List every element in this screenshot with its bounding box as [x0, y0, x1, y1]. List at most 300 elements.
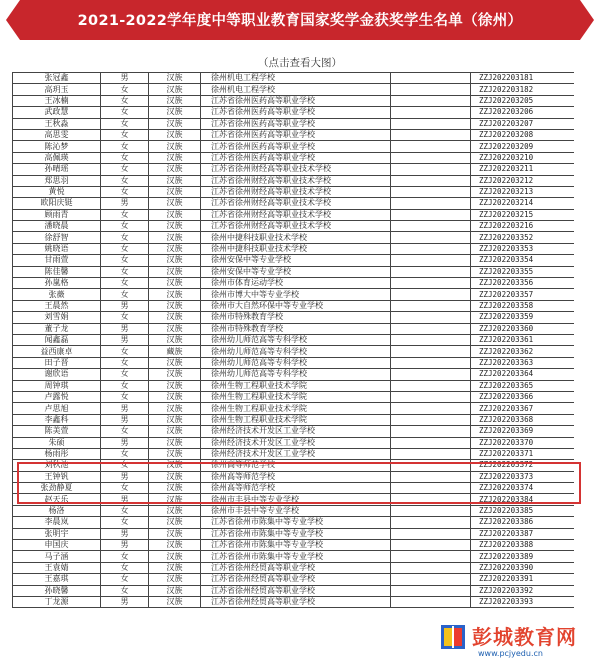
- table-body: [13, 73, 575, 608]
- table-row: [13, 221, 575, 232]
- student-ethnicity: 汉族: [149, 596, 201, 607]
- logo-url: www.pcjyedu.cn: [478, 649, 543, 658]
- student-name: 武政慧: [13, 107, 101, 118]
- student-gender: 女: [101, 380, 149, 391]
- student-name: 谢欣语: [13, 369, 101, 380]
- student-gender: 女: [101, 574, 149, 585]
- student-gender: 女: [101, 84, 149, 95]
- student-gender: 女: [101, 483, 149, 494]
- table-row: [13, 175, 575, 186]
- empty-cell: [391, 483, 471, 494]
- student-id: ZZJ202203385: [471, 505, 575, 516]
- student-school: 徐州生物工程职业技术学院: [201, 414, 391, 425]
- table-row: [13, 596, 575, 607]
- empty-cell: [391, 574, 471, 585]
- empty-cell: [391, 141, 471, 152]
- student-gender: 女: [101, 255, 149, 266]
- student-id: ZZJ202203182: [471, 84, 575, 95]
- student-name: 高佩瑛: [13, 152, 101, 163]
- empty-cell: [391, 460, 471, 471]
- table-row: [13, 346, 575, 357]
- student-ethnicity: 汉族: [149, 403, 201, 414]
- student-school: 江苏省徐州市陈集中等专业学校: [201, 540, 391, 551]
- student-id: ZZJ202203352: [471, 232, 575, 243]
- student-id: ZZJ202203211: [471, 164, 575, 175]
- student-ethnicity: 汉族: [149, 380, 201, 391]
- student-id: ZZJ202203181: [471, 73, 575, 84]
- student-id: ZZJ202203393: [471, 596, 575, 607]
- student-school: 江苏省徐州市陈集中等专业学校: [201, 517, 391, 528]
- student-ethnicity: 汉族: [149, 243, 201, 254]
- table-row: [13, 426, 575, 437]
- student-name: 卢思旭: [13, 403, 101, 414]
- student-name: 赵天乐: [13, 494, 101, 505]
- table-row: [13, 198, 575, 209]
- empty-cell: [391, 551, 471, 562]
- student-ethnicity: 汉族: [149, 107, 201, 118]
- student-gender: 女: [101, 152, 149, 163]
- student-gender: 男: [101, 437, 149, 448]
- empty-cell: [391, 334, 471, 345]
- empty-cell: [391, 278, 471, 289]
- student-id: ZZJ202203363: [471, 357, 575, 368]
- table-row: [13, 141, 575, 152]
- student-gender: 男: [101, 300, 149, 311]
- student-id: ZZJ202203387: [471, 528, 575, 539]
- student-school: 江苏省徐州医药高等职业学校: [201, 118, 391, 129]
- student-school: 徐州市博大中等专业学校: [201, 289, 391, 300]
- empty-cell: [391, 528, 471, 539]
- student-id: ZZJ202203372: [471, 460, 575, 471]
- student-school: 徐州市大自然环保中等专业学校: [201, 300, 391, 311]
- student-id: ZZJ202203391: [471, 574, 575, 585]
- empty-cell: [391, 221, 471, 232]
- student-id: ZZJ202203353: [471, 243, 575, 254]
- student-ethnicity: 汉族: [149, 517, 201, 528]
- student-gender: 女: [101, 107, 149, 118]
- table-row: [13, 574, 575, 585]
- student-id: ZZJ202203364: [471, 369, 575, 380]
- table-row: [13, 164, 575, 175]
- student-school: 徐州生物工程职业技术学院: [201, 391, 391, 402]
- empty-cell: [391, 129, 471, 140]
- student-name: 周钟琪: [13, 380, 101, 391]
- student-id: ZZJ202203206: [471, 107, 575, 118]
- student-gender: 女: [101, 164, 149, 175]
- empty-cell: [391, 357, 471, 368]
- table-row: [13, 312, 575, 323]
- student-id: ZZJ202203386: [471, 517, 575, 528]
- student-id: ZZJ202203207: [471, 118, 575, 129]
- student-gender: 女: [101, 186, 149, 197]
- table-row: [13, 323, 575, 334]
- student-gender: 女: [101, 118, 149, 129]
- student-school: 江苏省徐州财经高等职业技术学校: [201, 175, 391, 186]
- student-school: 徐州高等师范学校: [201, 460, 391, 471]
- student-id: ZZJ202203373: [471, 471, 575, 482]
- empty-cell: [391, 209, 471, 220]
- empty-cell: [391, 300, 471, 311]
- student-name: 欧阳庆铤: [13, 198, 101, 209]
- student-ethnicity: 汉族: [149, 562, 201, 573]
- student-school: 徐州市丰县中等专业学校: [201, 494, 391, 505]
- student-school: 徐州幼儿师范高等专科学校: [201, 369, 391, 380]
- student-name: 顾雨青: [13, 209, 101, 220]
- empty-cell: [391, 164, 471, 175]
- student-school: 徐州高等师范学校: [201, 483, 391, 494]
- empty-cell: [391, 175, 471, 186]
- student-gender: 男: [101, 323, 149, 334]
- student-school: 江苏省徐州财经高等职业技术学校: [201, 221, 391, 232]
- table-row: [13, 152, 575, 163]
- empty-cell: [391, 380, 471, 391]
- student-name: 徐舒智: [13, 232, 101, 243]
- student-ethnicity: 汉族: [149, 460, 201, 471]
- student-id: ZZJ202203215: [471, 209, 575, 220]
- student-school: 徐州市体育运动学校: [201, 278, 391, 289]
- student-ethnicity: 汉族: [149, 312, 201, 323]
- title-banner: [20, 0, 580, 40]
- student-gender: 女: [101, 357, 149, 368]
- table-row: [13, 517, 575, 528]
- student-ethnicity: 汉族: [149, 323, 201, 334]
- empty-cell: [391, 118, 471, 129]
- student-name: 刘雪娟: [13, 312, 101, 323]
- student-id: ZZJ202203367: [471, 403, 575, 414]
- empty-cell: [391, 448, 471, 459]
- table-row: [13, 380, 575, 391]
- student-name: 李鑫科: [13, 414, 101, 425]
- student-gender: 女: [101, 95, 149, 106]
- student-ethnicity: 汉族: [149, 289, 201, 300]
- table-row: [13, 414, 575, 425]
- student-gender: 女: [101, 243, 149, 254]
- site-logo[interactable]: [438, 619, 590, 663]
- empty-cell: [391, 596, 471, 607]
- student-school: 江苏省徐州医药高等职业学校: [201, 107, 391, 118]
- student-gender: 女: [101, 278, 149, 289]
- student-gender: 男: [101, 471, 149, 482]
- student-school: 江苏省徐州经贸高等职业学校: [201, 585, 391, 596]
- table-row: [13, 243, 575, 254]
- student-ethnicity: 汉族: [149, 574, 201, 585]
- student-id: ZZJ202203213: [471, 186, 575, 197]
- student-school: 徐州市丰县中等专业学校: [201, 505, 391, 516]
- student-gender: 女: [101, 346, 149, 357]
- student-id: ZZJ202203359: [471, 312, 575, 323]
- student-id: ZZJ202203210: [471, 152, 575, 163]
- table-row: [13, 232, 575, 243]
- empty-cell: [391, 107, 471, 118]
- student-id: ZZJ202203216: [471, 221, 575, 232]
- student-name: 张明宇: [13, 528, 101, 539]
- student-ethnicity: 藏族: [149, 346, 201, 357]
- student-ethnicity: 汉族: [149, 278, 201, 289]
- empty-cell: [391, 84, 471, 95]
- student-id: ZZJ202203360: [471, 323, 575, 334]
- student-school: 江苏省徐州经贸高等职业学校: [201, 596, 391, 607]
- table-row: [13, 357, 575, 368]
- scholarship-table: [12, 72, 574, 608]
- student-id: ZZJ202203366: [471, 391, 575, 402]
- empty-cell: [391, 198, 471, 209]
- empty-cell: [391, 540, 471, 551]
- student-id: ZZJ202203361: [471, 334, 575, 345]
- empty-cell: [391, 437, 471, 448]
- student-school: 江苏省徐州医药高等职业学校: [201, 141, 391, 152]
- table-row: [13, 585, 575, 596]
- student-school: 江苏省徐州医药高等职业学校: [201, 129, 391, 140]
- student-gender: 女: [101, 129, 149, 140]
- empty-cell: [391, 232, 471, 243]
- student-name: 王晨然: [13, 300, 101, 311]
- empty-cell: [391, 369, 471, 380]
- student-ethnicity: 汉族: [149, 483, 201, 494]
- student-gender: 女: [101, 221, 149, 232]
- student-id: ZZJ202203354: [471, 255, 575, 266]
- student-id: ZZJ202203384: [471, 494, 575, 505]
- student-school: 徐州安保中等专业学校: [201, 266, 391, 277]
- table-row: [13, 505, 575, 516]
- table-row: [13, 494, 575, 505]
- student-school: 徐州高等师范学校: [201, 471, 391, 482]
- student-id: ZZJ202203214: [471, 198, 575, 209]
- student-name: 刘秋池: [13, 460, 101, 471]
- table-row: [13, 300, 575, 311]
- student-gender: 女: [101, 209, 149, 220]
- student-ethnicity: 汉族: [149, 494, 201, 505]
- student-ethnicity: 汉族: [149, 437, 201, 448]
- student-name: 陈美萱: [13, 426, 101, 437]
- student-ethnicity: 汉族: [149, 141, 201, 152]
- table-row: [13, 334, 575, 345]
- view-large-image-link[interactable]: （点击查看大图）: [258, 57, 342, 69]
- student-name: 董子龙: [13, 323, 101, 334]
- student-school: 徐州经济技术开发区工业学校: [201, 437, 391, 448]
- student-school: 徐州机电工程学校: [201, 73, 391, 84]
- student-id: ZZJ202203209: [471, 141, 575, 152]
- table-row: [13, 289, 575, 300]
- table-row: [13, 369, 575, 380]
- student-ethnicity: 汉族: [149, 198, 201, 209]
- student-gender: 女: [101, 505, 149, 516]
- student-id: ZZJ202203362: [471, 346, 575, 357]
- student-ethnicity: 汉族: [149, 152, 201, 163]
- table-row: [13, 73, 575, 84]
- student-name: 潘晓晨: [13, 221, 101, 232]
- empty-cell: [391, 346, 471, 357]
- student-ethnicity: 汉族: [149, 528, 201, 539]
- student-ethnicity: 汉族: [149, 209, 201, 220]
- empty-cell: [391, 471, 471, 482]
- student-ethnicity: 汉族: [149, 334, 201, 345]
- table-row: [13, 437, 575, 448]
- table-row: [13, 540, 575, 551]
- table-row: [13, 255, 575, 266]
- student-name: 高玥玉: [13, 84, 101, 95]
- student-name: 丁龙源: [13, 596, 101, 607]
- student-school: 江苏省徐州医药高等职业学校: [201, 152, 391, 163]
- student-ethnicity: 汉族: [149, 505, 201, 516]
- student-school: 徐州机电工程学校: [201, 84, 391, 95]
- student-ethnicity: 汉族: [149, 585, 201, 596]
- student-gender: 女: [101, 312, 149, 323]
- empty-cell: [391, 562, 471, 573]
- table-row: [13, 551, 575, 562]
- empty-cell: [391, 414, 471, 425]
- student-gender: 男: [101, 540, 149, 551]
- student-id: ZZJ202203388: [471, 540, 575, 551]
- student-name: 甘雨萱: [13, 255, 101, 266]
- table-row: [13, 84, 575, 95]
- student-ethnicity: 汉族: [149, 551, 201, 562]
- book-icon: [438, 621, 468, 653]
- student-gender: 男: [101, 414, 149, 425]
- student-gender: 男: [101, 494, 149, 505]
- student-gender: 女: [101, 517, 149, 528]
- student-school: 徐州中捷科技职业技术学校: [201, 243, 391, 254]
- empty-cell: [391, 517, 471, 528]
- student-ethnicity: 汉族: [149, 221, 201, 232]
- student-name: 高思雯: [13, 129, 101, 140]
- empty-cell: [391, 312, 471, 323]
- empty-cell: [391, 186, 471, 197]
- table-row: [13, 266, 575, 277]
- student-name: 王钟钒: [13, 471, 101, 482]
- student-ethnicity: 汉族: [149, 175, 201, 186]
- table-row: [13, 562, 575, 573]
- empty-cell: [391, 426, 471, 437]
- student-ethnicity: 汉族: [149, 414, 201, 425]
- student-school: 江苏省徐州经贸高等职业学校: [201, 562, 391, 573]
- student-school: 徐州幼儿师范高等专科学校: [201, 357, 391, 368]
- student-ethnicity: 汉族: [149, 357, 201, 368]
- student-gender: 女: [101, 426, 149, 437]
- table-row: [13, 209, 575, 220]
- empty-cell: [391, 266, 471, 277]
- empty-cell: [391, 585, 471, 596]
- student-school: 徐州幼儿师范高等专科学校: [201, 334, 391, 345]
- student-id: ZZJ202203208: [471, 129, 575, 140]
- page-title: 2021-2022学年度中等职业教育国家奖学金获奖学生名单（徐州）: [77, 13, 523, 29]
- student-gender: 女: [101, 460, 149, 471]
- student-gender: 男: [101, 334, 149, 345]
- student-name: 申国庆: [13, 540, 101, 551]
- student-gender: 女: [101, 175, 149, 186]
- student-name: 张冠鑫: [13, 73, 101, 84]
- student-school: 江苏省徐州财经高等职业技术学校: [201, 164, 391, 175]
- empty-cell: [391, 95, 471, 106]
- student-name: 杨洛: [13, 505, 101, 516]
- student-name: 陈佳馨: [13, 266, 101, 277]
- student-ethnicity: 汉族: [149, 255, 201, 266]
- student-school: 江苏省徐州财经高等职业技术学校: [201, 186, 391, 197]
- student-name: 姚晓语: [13, 243, 101, 254]
- student-ethnicity: 汉族: [149, 73, 201, 84]
- student-school: 江苏省徐州财经高等职业技术学校: [201, 198, 391, 209]
- table-row: [13, 460, 575, 471]
- empty-cell: [391, 289, 471, 300]
- student-id: ZZJ202203371: [471, 448, 575, 459]
- table-row: [13, 403, 575, 414]
- student-school: 徐州生物工程职业技术学院: [201, 380, 391, 391]
- student-gender: 女: [101, 266, 149, 277]
- student-school: 江苏省徐州经贸高等职业学校: [201, 574, 391, 585]
- student-school: 徐州中捷科技职业技术学校: [201, 232, 391, 243]
- student-id: ZZJ202203369: [471, 426, 575, 437]
- student-school: 徐州经济技术开发区工业学校: [201, 426, 391, 437]
- student-name: 王嘉琪: [13, 574, 101, 585]
- student-ethnicity: 汉族: [149, 471, 201, 482]
- empty-cell: [391, 152, 471, 163]
- student-name: 王冰楠: [13, 95, 101, 106]
- student-gender: 男: [101, 73, 149, 84]
- student-id: ZZJ202203370: [471, 437, 575, 448]
- table-row: [13, 528, 575, 539]
- table-row: [13, 186, 575, 197]
- student-name: 朱硕: [13, 437, 101, 448]
- student-ethnicity: 汉族: [149, 118, 201, 129]
- empty-cell: [391, 243, 471, 254]
- student-school: 徐州经济技术开发区工业学校: [201, 448, 391, 459]
- student-name: 孙晓馨: [13, 585, 101, 596]
- student-school: 徐州幼儿师范高等专科学校: [201, 346, 391, 357]
- table-row: [13, 448, 575, 459]
- student-name: 郑思羽: [13, 175, 101, 186]
- scholarship-table-container: [12, 72, 574, 669]
- student-id: ZZJ202203365: [471, 380, 575, 391]
- student-gender: 女: [101, 448, 149, 459]
- empty-cell: [391, 255, 471, 266]
- student-name: 李晨岚: [13, 517, 101, 528]
- student-school: 江苏省徐州市陈集中等专业学校: [201, 528, 391, 539]
- table-row: [13, 391, 575, 402]
- student-name: 杨雨彤: [13, 448, 101, 459]
- student-school: 江苏省徐州医药高等职业学校: [201, 95, 391, 106]
- student-id: ZZJ202203358: [471, 300, 575, 311]
- logo-name: 彭城教育网: [472, 625, 577, 649]
- table-row: [13, 129, 575, 140]
- empty-cell: [391, 505, 471, 516]
- empty-cell: [391, 403, 471, 414]
- empty-cell: [391, 391, 471, 402]
- student-name: 王秋淼: [13, 118, 101, 129]
- table-row: [13, 471, 575, 482]
- empty-cell: [391, 494, 471, 505]
- student-gender: 女: [101, 391, 149, 402]
- student-id: ZZJ202203212: [471, 175, 575, 186]
- student-ethnicity: 汉族: [149, 186, 201, 197]
- student-id: ZZJ202203374: [471, 483, 575, 494]
- student-gender: 女: [101, 232, 149, 243]
- student-id: ZZJ202203389: [471, 551, 575, 562]
- student-school: 徐州市特殊教育学校: [201, 323, 391, 334]
- student-name: 王袁婧: [13, 562, 101, 573]
- student-ethnicity: 汉族: [149, 391, 201, 402]
- student-id: ZZJ202203392: [471, 585, 575, 596]
- student-gender: 男: [101, 528, 149, 539]
- student-school: 江苏省徐州市陈集中等专业学校: [201, 551, 391, 562]
- student-ethnicity: 汉族: [149, 84, 201, 95]
- student-id: ZZJ202203390: [471, 562, 575, 573]
- student-name: 闻鑫磊: [13, 334, 101, 345]
- student-id: ZZJ202203357: [471, 289, 575, 300]
- student-name: 陈沁梦: [13, 141, 101, 152]
- student-ethnicity: 汉族: [149, 540, 201, 551]
- student-gender: 女: [101, 141, 149, 152]
- student-school: 江苏省徐州财经高等职业技术学校: [201, 209, 391, 220]
- table-row: [13, 107, 575, 118]
